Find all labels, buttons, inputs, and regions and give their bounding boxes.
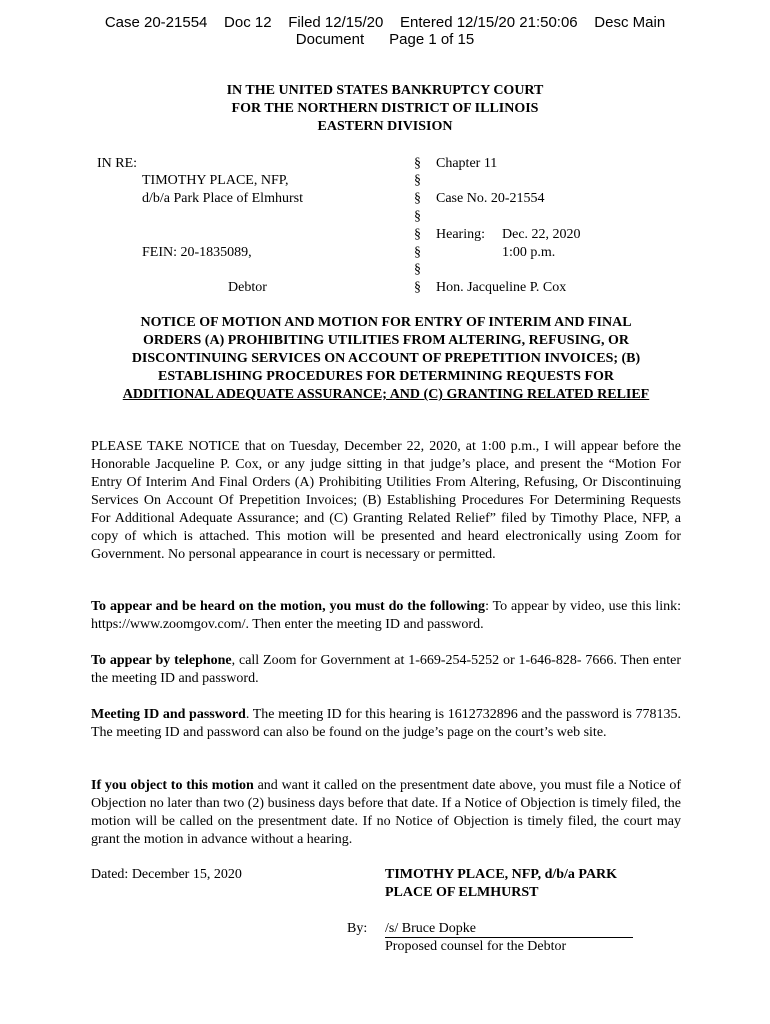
telephone-instructions-text: , call Zoom for Government at 1-669-254-5252 or 1-646-828- 7666. Then enter the meeting ID and password.	[91, 653, 681, 686]
section-symbol: §	[414, 280, 421, 295]
party-name-line-1: TIMOTHY PLACE, NFP, d/b/a PARK	[385, 867, 618, 882]
caption-dba: d/b/a Park Place of Elmhurst	[142, 191, 303, 206]
meeting-id-lead: Meeting ID and password	[91, 707, 246, 722]
caption-judge: Hon. Jacqueline P. Cox	[436, 280, 567, 295]
signer-name: /s/ Bruce Dopke	[385, 921, 633, 938]
caption-case-no: Case No. 20-21554	[436, 191, 545, 206]
section-symbol: §	[414, 156, 421, 171]
section-symbol: §	[414, 173, 421, 188]
section-symbol: §	[414, 227, 421, 242]
title-line: ORDERS (A) PROHIBITING UTILITIES FROM ALTERING, REFUSING, OR	[142, 333, 630, 348]
by-label: By:	[347, 921, 368, 936]
caption-fein: FEIN: 20-1835089,	[142, 245, 252, 260]
caption-debtor-name: TIMOTHY PLACE, NFP,	[142, 173, 289, 188]
court-district: FOR THE NORTHERN DISTRICT OF ILLINOIS	[231, 101, 539, 116]
caption-hearing-label: Hearing:	[436, 227, 485, 242]
section-symbol: §	[414, 209, 421, 224]
court-name: IN THE UNITED STATES BANKRUPTCY COURT	[226, 83, 544, 98]
signer-role: Proposed counsel for the Debtor	[385, 939, 567, 954]
ecf-header-line-1: Case 20-21554 Doc 12 Filed 12/15/20 Entered 12/15/20 21:50:06 Desc Main	[104, 14, 666, 31]
video-instructions-paragraph	[91, 598, 681, 634]
meeting-id-paragraph	[91, 706, 681, 742]
ecf-header-line-2: Document Page 1 of 15	[295, 31, 475, 48]
caption-debtor-label: Debtor	[228, 280, 267, 295]
video-instructions-lead: To appear and be heard on the motion, you must do the following	[91, 599, 486, 614]
court-division: EASTERN DIVISION	[317, 119, 453, 134]
notice-paragraph: PLEASE TAKE NOTICE that on Tuesday, December 22, 2020, at 1:00 p.m., I will appear before the Honorable Jacqueline P. Cox, or any judge sitting in that judge’s place, and present the “Motion For Entry Of Interim And Final Orders (A) Prohibiting Utilities From Altering, Refusing, Or Discontinuing Services On Account Of Prepetition Invoices; (B) Establishing Procedures For Determining Requests For Additional Adequate Assurance; and (C) Granting Related Relief” filed by Timothy Place, NFP, a copy of which is attached. This motion will be presented and heard electronically using Zoom for Government. No personal appearance in court is necessary or permitted.	[91, 439, 681, 562]
signature-line	[385, 920, 633, 938]
caption-hearing-time: 1:00 p.m.	[502, 245, 556, 260]
section-symbol: §	[414, 262, 421, 277]
title-line: DISCONTINUING SERVICES ON ACCOUNT OF PREPETITION INVOICES; (B)	[131, 351, 641, 366]
caption-in-re: IN RE:	[97, 156, 138, 171]
objection-paragraph	[91, 777, 681, 849]
document-title	[86, 314, 686, 404]
dated-line: Dated: December 15, 2020	[91, 867, 242, 882]
objection-text: and want it called on the presentment date above, you must file a Notice of Objection no later than two (2) business days before that date. If a Notice of Objection is timely filed, the motion will be called on the presentment date. If no Notice of Objection is timely filed, the court may grant the motion in advance without a hearing.	[91, 778, 681, 847]
telephone-instructions-paragraph	[91, 652, 681, 688]
caption-chapter: Chapter 11	[436, 156, 498, 171]
caption-hearing-date: Dec. 22, 2020	[502, 227, 581, 242]
objection-lead: If you object to this motion	[91, 778, 254, 793]
meeting-id-text: . The meeting ID for this hearing is 1612732896 and the password is 778135. The meeting ID and password can also be found on the judge’s page on the court’s web site.	[91, 707, 681, 740]
telephone-instructions-lead: To appear by telephone	[91, 653, 232, 668]
section-symbol: §	[414, 191, 421, 206]
party-name-line-2: PLACE OF ELMHURST	[385, 885, 539, 900]
title-line: NOTICE OF MOTION AND MOTION FOR ENTRY OF INTERIM AND FINAL	[140, 315, 632, 330]
video-instructions-text: : To appear by video, use this link: https://www.zoomgov.com/. Then enter the meeting ID and password.	[91, 599, 681, 632]
title-line: ADDITIONAL ADEQUATE ASSURANCE; AND (C) GRANTING RELATED RELIEF	[122, 387, 650, 402]
section-symbol: §	[414, 245, 421, 260]
title-line: ESTABLISHING PROCEDURES FOR DETERMINING REQUESTS FOR	[158, 369, 614, 384]
